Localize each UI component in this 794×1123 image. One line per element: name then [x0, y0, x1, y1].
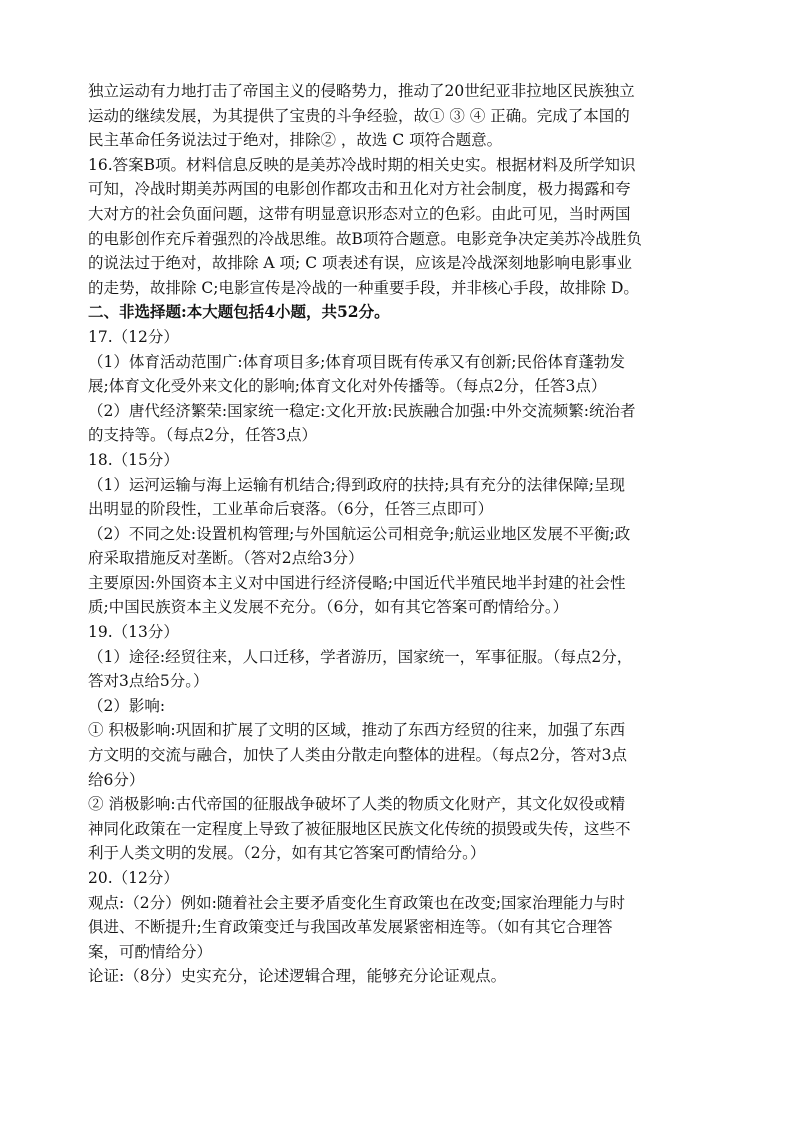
text-line: （1）运河运输与海上运输有机结合;得到政府的扶持;具有充分的法律保障;呈现 [88, 475, 626, 494]
text-line: 展;体育文化受外来文化的影响;体育文化对外传播等。（每点2分，任答3点） [88, 377, 607, 396]
text-line: 的说法过于绝对，故排除 A 项; C 项表述有误，应该是冷战深刻地影响电影事业 [88, 254, 632, 273]
text-line: 独立运动有力地打击了帝国主义的侵略势力，推动了20世纪亚非拉地区民族独立 [88, 82, 635, 100]
text-line: 主要原因:外国资本主义对中国进行经济侵略;中国近代半殖民地半封建的社会性 [88, 573, 626, 592]
text-line: 的走势，故排除 C;电影宣传是冷战的一种重要手段，并非核心手段，故排除 D。 [88, 278, 639, 297]
text-line: 19.（13分） [88, 623, 179, 642]
text-line: ② 消极影响:古代帝国的征服战争破坏了人类的物质文化财产，其文化奴役或精 [88, 795, 626, 814]
text-line: 府采取措施反对垄断。（答对2点给3分） [88, 549, 364, 568]
text-line: 运动的继续发展，为其提供了宝贵的斗争经验，故① ③ ④ 正确。完成了本国的 [88, 106, 630, 125]
text-line: 俱进、不断提升;生育政策变迁与我国改革发展紧密相连等。（如有其它合理答 [88, 918, 613, 937]
text-line: 17.（12分） [88, 327, 179, 346]
text-line: 18.（15分） [88, 450, 179, 469]
text-line: （2）唐代经济繁荣:国家统一稳定:文化开放:民族融合加强:中外交流频繁:统治者 [88, 401, 636, 420]
text-line: （2）影响: [88, 696, 166, 715]
text-line: ① 积极影响:巩固和扩展了文明的区域，推动了东西方经贸的往来，加强了东西 [88, 721, 626, 740]
text-line: （2）不同之处:设置机构管理;与外国航运公司相竞争;航运业地区发展不平衡;政 [88, 524, 631, 543]
text-line: （1）体育活动范围广:体育项目多;体育项目既有传承又有创新;民俗体育蓬勃发 [88, 352, 626, 371]
text-line: 利于人类文明的发展。（2分，如有其它答案可酌情给分。） [88, 844, 486, 863]
text-line: 质;中国民族资本主义发展不充分。（6分，如有其它答案可酌情给分。） [88, 598, 569, 617]
text-line: 出明显的阶段性，工业革命后衰落。（6分，任答三点即可） [88, 500, 494, 519]
text-line: 的支持等。（每点2分，任答3点） [88, 426, 317, 445]
answer-text-body [88, 79, 728, 989]
section-heading: 二、非选择题:本大题包括4小题，共52分。 [88, 302, 390, 322]
text-line: 论证:（8分）史实充分，论述逻辑合理，能够充分论证观点。 [88, 967, 507, 986]
text-line: 观点:（2分）例如:随着社会主要矛盾变化生育政策也在改变;国家治理能力与时 [88, 893, 626, 912]
text-line: 的电影创作充斥着强烈的冷战思维。故B项符合题意。电影竞争决定美苏冷战胜负 [88, 229, 642, 248]
text-line: 可知，冷战时期美苏两国的电影创作都攻击和丑化对方社会制度，极力揭露和夸 [88, 180, 631, 199]
text-line: 给6分） [88, 770, 145, 789]
text-line: （1）途径:经贸往来，人口迁移，学者游历，国家统一，军事征服。（每点2分， [88, 647, 633, 666]
text-line: 神同化政策在一定程度上导致了被征服地区民族文化传统的损毁或失传，这些不 [88, 819, 631, 838]
text-line: 大对方的社会负面问题，这带有明显意识形态对立的色彩。由此可见，当时两国 [88, 204, 631, 223]
text-line: 案，可酌情给分） [88, 942, 213, 961]
text-line: 16.答案B项。材料信息反映的是美苏冷战时期的相关史实。根据材料及所学知识 [88, 155, 636, 174]
text-line: 民主革命任务说法过于绝对，排除② ，故选 C 项符合题意。 [88, 131, 503, 150]
text-line: 答对3点给5分。） [88, 672, 209, 691]
text-line: 20.（12分） [88, 869, 179, 887]
text-line: 方文明的交流与融合，加快了人类由分散走向整体的进程。（每点2分，答对3点 [88, 746, 627, 765]
